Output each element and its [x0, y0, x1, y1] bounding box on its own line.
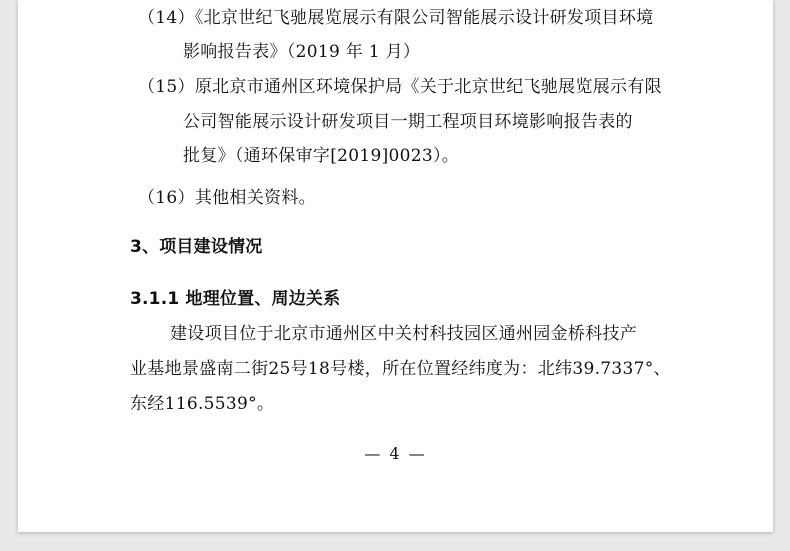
reference-item-16: （16）其他相关资料。	[138, 188, 316, 208]
location-paragraph-line-1: 建设项目位于北京市通州区中关村科技园区通州园金桥科技产	[170, 324, 638, 344]
reference-item-15-line-3: 批复》（通环保审字[2019]0023）。	[183, 146, 460, 166]
section-heading-3-1-1: 3.1.1 地理位置、周边关系	[130, 289, 341, 309]
location-paragraph-line-3: 东经116.5539°。	[130, 394, 275, 414]
location-paragraph-line-2: 业基地景盛南二街25号18号楼，所在位置经纬度为：北纬39.7337°、	[130, 359, 671, 379]
page-number: — 4 —	[364, 444, 427, 463]
reference-item-15-line-1: （15）原北京市通州区环境保护局《关于北京世纪飞驰展览展示有限	[138, 77, 662, 97]
document-page	[18, 0, 773, 532]
section-heading-3: 3、项目建设情况	[130, 237, 263, 257]
reference-item-14-line-1: （14）《北京世纪飞驰展览展示有限公司智能展示设计研发项目环境	[138, 8, 654, 28]
reference-item-15-line-2: 公司智能展示设计研发项目一期工程项目环境影响报告表的	[183, 112, 633, 132]
reference-item-14-line-2: 影响报告表》（2019 年 1 月）	[183, 42, 421, 62]
